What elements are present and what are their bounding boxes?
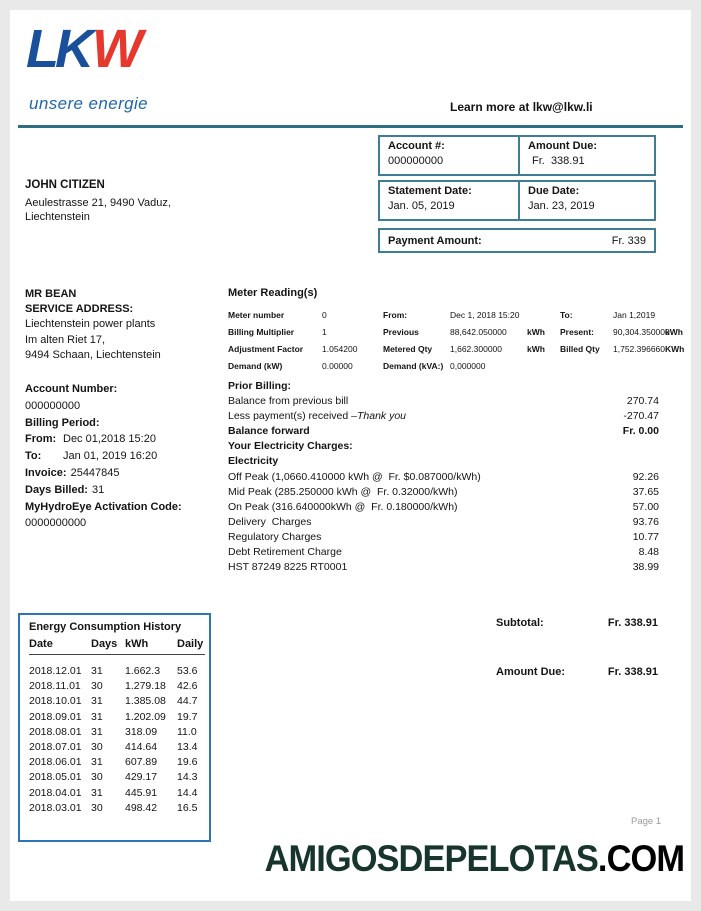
due-date-cell	[520, 182, 654, 219]
service-customer-name: MR BEAN	[25, 288, 77, 300]
electricity-subtitle: Electricity	[228, 455, 279, 468]
subtotal-row	[496, 617, 658, 629]
cell-days: 31	[91, 725, 103, 738]
cell-date: 2018.08.01	[29, 725, 82, 738]
cell-date: 2018.09.01	[29, 710, 82, 723]
invoice-value: 25447845	[70, 466, 120, 479]
consumption-row	[29, 755, 205, 770]
cell-date: 2018.06.01	[29, 756, 82, 769]
balance-previous-amount: 270.74	[626, 395, 659, 408]
learn-more-text: Learn more at lkw@lkw.li	[450, 100, 593, 114]
consumption-header-row	[29, 638, 205, 655]
meter-value: 0	[322, 309, 327, 320]
service-address-line2: Im alten Riet 17,	[25, 333, 106, 346]
days-billed-value: 31	[91, 483, 105, 496]
customer-address-line2: Liechtenstein	[25, 211, 90, 223]
meter-value: 0.00000	[322, 360, 353, 371]
consumption-row	[29, 710, 205, 725]
prior-billing-title: Prior Billing:	[228, 380, 291, 392]
subtotal-value: Fr. 338.91	[607, 617, 658, 629]
days-billed-line	[25, 482, 182, 499]
meter-row	[228, 306, 660, 323]
charge-label: Mid Peak (285.250000 kWh @ Fr. 0.32000/kWh)	[228, 485, 458, 498]
cell-kwh: 318.09	[125, 725, 158, 738]
charge-line	[228, 485, 659, 500]
meter-label: Adjustment Factor	[228, 343, 304, 354]
customer-address-line1: Aeulestrasse 21, 9490 Vaduz,	[25, 196, 171, 209]
payment-amount-row	[378, 228, 656, 253]
charge-label: On Peak (316.640000kWh @ Fr. 0.180000/kWh)	[228, 500, 458, 513]
meter-key2-value: 90,304.350000	[613, 326, 670, 337]
cell-days: 30	[91, 680, 103, 693]
days-billed-label: Days Billed:	[25, 483, 88, 496]
cell-kwh: 1.279.18	[125, 680, 166, 693]
payments-received-line	[228, 409, 659, 424]
charge-line	[228, 560, 659, 575]
charge-amount: 8.48	[638, 546, 659, 559]
meter-key-value: 88,642.050000	[450, 326, 507, 337]
balance-forward-label: Balance forward	[228, 425, 310, 438]
balance-previous-line	[228, 394, 659, 409]
cell-date: 2018.07.01	[29, 741, 82, 754]
charge-line	[228, 530, 659, 545]
col-header-daily: Daily	[177, 638, 204, 650]
amount-due-value: Fr. 338.91	[532, 155, 585, 167]
billing-section	[228, 379, 659, 575]
header-divider	[18, 125, 683, 128]
charge-amount: 38.99	[632, 561, 659, 574]
balance-previous-label: Balance from previous bill	[228, 395, 349, 408]
meter-readings-grid	[228, 306, 685, 374]
logo-text-w: W	[91, 19, 139, 79]
payment-amount-label: Payment Amount:	[388, 234, 482, 247]
consumption-row	[29, 786, 205, 801]
cell-daily: 16.5	[177, 801, 198, 814]
meter-value: 1	[322, 326, 327, 337]
meter-unit2: kWh	[665, 326, 683, 337]
charge-label: Off Peak (1,0660.410000 kWh @ Fr. $0.087000/kWh)	[228, 470, 481, 483]
activation-code-heading: MyHydroEye Activation Code:	[25, 500, 182, 513]
cell-kwh: 445.91	[125, 786, 158, 799]
amount-due-total-value: Fr. 338.91	[607, 666, 658, 678]
subtotal-label: Subtotal:	[496, 617, 544, 629]
meter-key2: To:	[560, 309, 573, 320]
cell-kwh: 1.385.08	[125, 695, 166, 708]
meter-key: Demand (kVA:)	[383, 360, 444, 371]
cell-kwh: 607.89	[125, 756, 158, 769]
consumption-title: Energy Consumption History	[29, 621, 182, 633]
due-date-label: Due Date:	[528, 185, 580, 197]
consumption-row	[29, 694, 205, 709]
meter-label: Billing Multiplier	[228, 326, 295, 337]
lkw-logo	[26, 19, 139, 79]
cell-kwh: 498.42	[125, 801, 158, 814]
balance-forward-amount: Fr. 0.00	[622, 425, 659, 438]
amount-due-row	[496, 666, 658, 678]
meter-readings-section	[228, 287, 685, 374]
charge-line	[228, 470, 659, 485]
cell-days: 31	[91, 665, 103, 677]
cell-daily: 14.4	[177, 786, 198, 799]
cell-daily: 42.6	[177, 680, 198, 693]
meter-readings-title: Meter Reading(s)	[228, 287, 318, 299]
billing-from-line	[25, 431, 182, 448]
cell-kwh: 429.17	[125, 771, 158, 784]
watermark	[265, 840, 684, 877]
meter-label: Demand (kW)	[228, 360, 283, 371]
charge-amount: 57.00	[632, 500, 659, 513]
account-number-heading: Account Number:	[25, 383, 118, 395]
cell-daily: 44.7	[177, 695, 198, 708]
energy-consumption-table	[18, 613, 211, 842]
watermark-main: AMIGOSDEPELOTAS	[264, 838, 598, 879]
meter-unit: kWh	[527, 326, 545, 337]
cell-date: 2018.05.01	[29, 771, 82, 784]
amount-due-total-label: Amount Due:	[496, 666, 566, 678]
meter-unit: kWh	[527, 343, 545, 354]
consumption-row	[29, 801, 205, 816]
from-label: From:	[25, 433, 57, 446]
meter-key2: Present:	[560, 326, 595, 337]
billing-to-line	[25, 448, 182, 465]
cell-daily: 13.4	[177, 741, 198, 754]
electricity-charges-title: Your Electricity Charges:	[228, 440, 353, 453]
account-details-section	[25, 381, 182, 532]
account-number-label: Account #:	[388, 140, 445, 152]
charge-amount: 92.26	[632, 470, 659, 483]
charge-amount: 10.77	[632, 530, 659, 543]
watermark-suffix: .COM	[597, 838, 684, 879]
meter-unit2: KWh	[665, 343, 685, 354]
consumption-row	[29, 740, 205, 755]
charge-amount: 37.65	[632, 485, 659, 498]
account-amount-row	[378, 135, 656, 176]
payments-received-label	[228, 409, 406, 424]
page-number: Page 1	[631, 816, 662, 827]
cell-kwh: 1.202.09	[125, 710, 166, 723]
account-number-text: 000000000	[25, 399, 81, 412]
brand-tagline: unsere energie	[29, 94, 149, 113]
col-header-days: Days	[91, 638, 118, 650]
cell-kwh: 1.662.3	[125, 665, 161, 677]
amount-due-cell	[520, 137, 654, 174]
cell-daily: 19.7	[177, 710, 198, 723]
cell-days: 30	[91, 771, 103, 784]
charge-label: Regulatory Charges	[228, 530, 322, 543]
billing-period-heading: Billing Period:	[25, 416, 100, 429]
customer-name: JOHN CITIZEN	[25, 179, 105, 191]
cell-daily: 11.0	[177, 725, 197, 738]
col-header-date: Date	[29, 638, 53, 650]
cell-date: 2018.10.01	[29, 695, 82, 708]
service-address-line3: 9494 Schaan, Liechtenstein	[25, 348, 161, 361]
account-number-value: 000000000	[388, 155, 444, 167]
charge-label: Debt Retirement Charge	[228, 546, 342, 559]
cell-days: 30	[91, 801, 103, 814]
customer-address-block	[25, 178, 171, 225]
payment-amount-value: Fr. 339	[611, 234, 646, 247]
service-address-heading: SERVICE ADDRESS:	[25, 303, 134, 316]
from-value: Dec 01,2018 15:20	[63, 433, 156, 446]
cell-days: 31	[91, 786, 103, 799]
amount-due-label: Amount Due:	[528, 140, 598, 152]
consumption-row	[29, 770, 205, 785]
invoice-label: Invoice:	[25, 466, 67, 479]
cell-date: 2018.12.01	[29, 665, 82, 677]
to-value: Jan 01, 2019 16:20	[63, 450, 158, 463]
meter-key-value: 1,662.300000	[450, 343, 502, 354]
meter-row	[228, 340, 685, 357]
cell-date: 2018.04.01	[29, 786, 82, 799]
to-label: To:	[25, 450, 42, 463]
consumption-row	[29, 679, 205, 694]
logo-text-lk: LK	[26, 19, 90, 79]
activation-code-value: 0000000000	[25, 517, 87, 530]
consumption-row	[29, 664, 205, 679]
cell-date: 2018.03.01	[29, 801, 82, 814]
meter-key: From:	[383, 309, 408, 320]
cell-daily: 53.6	[177, 665, 198, 677]
cell-days: 31	[91, 756, 103, 769]
service-address-block	[25, 287, 161, 363]
service-address-line1: Liechtenstein power plants	[25, 318, 156, 331]
cell-daily: 14.3	[177, 771, 198, 784]
charge-line	[228, 545, 659, 560]
meter-key: Previous	[383, 326, 419, 337]
cell-daily: 19.6	[177, 756, 198, 769]
col-header-kwh: kWh	[125, 638, 149, 650]
meter-label: Meter number	[228, 309, 285, 320]
consumption-rows	[29, 664, 205, 816]
statement-date-label: Statement Date:	[388, 185, 472, 197]
statement-date-cell	[380, 182, 520, 219]
charge-label: Delivery Charges	[228, 515, 312, 528]
charge-lines	[228, 470, 659, 576]
account-summary-box	[378, 135, 656, 253]
charge-line	[228, 500, 659, 515]
invoice-line	[25, 465, 182, 482]
meter-key2-value: 1,752.396660	[613, 343, 665, 354]
cell-days: 31	[91, 695, 103, 708]
payments-text: Less payment(s) received	[228, 410, 352, 423]
charge-line	[228, 515, 659, 530]
cell-kwh: 414.64	[125, 741, 158, 754]
balance-forward-line	[228, 424, 659, 439]
meter-row	[228, 357, 660, 374]
meter-key2-value: Jan 1,2019	[613, 309, 656, 320]
dates-row	[378, 180, 656, 221]
cell-date: 2018.11.01	[29, 680, 81, 693]
meter-key2: Billed Qty	[560, 343, 600, 354]
payments-received-amount: -270.47	[623, 410, 659, 423]
due-date-value: Jan. 23, 2019	[528, 200, 595, 212]
consumption-row	[29, 725, 205, 740]
thank-you-text: –Thank you	[351, 410, 407, 423]
meter-key-value: 0,000000	[450, 360, 486, 371]
charge-label: HST 87249 8225 RT0001	[228, 561, 348, 574]
statement-date-value: Jan. 05, 2019	[388, 200, 455, 212]
meter-value: 1.054200	[322, 343, 358, 354]
charge-amount: 93.76	[632, 515, 659, 528]
meter-row	[228, 323, 683, 340]
cell-days: 30	[91, 741, 103, 754]
account-number-cell	[380, 137, 520, 174]
meter-key: Metered Qty	[383, 343, 433, 354]
meter-key-value: Dec 1, 2018 15:20	[450, 309, 520, 320]
cell-days: 31	[91, 710, 103, 723]
